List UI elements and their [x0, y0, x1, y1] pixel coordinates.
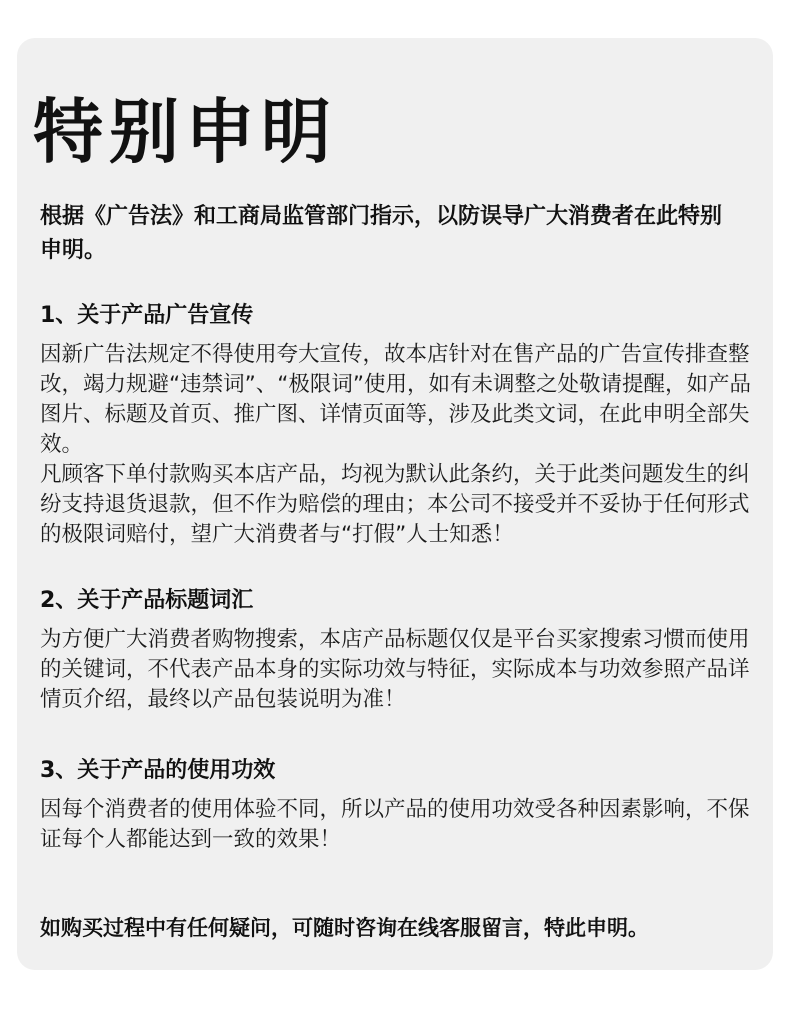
section-paragraph-advertising-disputes: 凡顾客下单付款购买本店产品，均视为默认此条约，关于此类问题发生的纠纷支持退货退款，但不作为赔偿的理由；本公司不接受并不妥协于任何形式的极限词赔付，望广大消费者与“打假”人士知悉！	[40, 462, 750, 547]
closing-statement: 如购买过程中有任何疑问，可随时咨询在线客服留言，特此申明。	[40, 916, 649, 940]
section-paragraph-efficacy: 因每个消费者的使用体验不同，所以产品的使用功效受各种因素影响，不保证每个人都能达到一致的效果！	[40, 797, 750, 852]
section-paragraph-advertising-rectification: 因新广告法规定不得使用夸大宣传，故本店针对在售产品的广告宣传排查整改，竭力规避“违禁词”、“极限词”使用，如有未调整之处敬请提醒，如产品图片、标题及首页、推广图、详情页面等，涉及此类文词，在此申明全部失效。	[40, 342, 752, 457]
intro-text: 根据《广告法》和工商局监管部门指示，以防误导广大消费者在此特别申明。	[40, 204, 723, 263]
section-heading-title-keywords: 2、关于产品标题词汇	[40, 588, 254, 613]
section-heading-efficacy: 3、关于产品的使用功效	[40, 758, 276, 783]
page-title: 特别申明	[33, 91, 337, 173]
section-paragraph-title-keywords: 为方便广大消费者购物搜索，本店产品标题仅仅是平台买家搜索习惯而使用的关键词，不代表产品本身的实际功效与特征，实际成本与功效参照产品详情页介绍，最终以产品包装说明为准！	[40, 627, 750, 712]
section-heading-advertising: 1、关于产品广告宣传	[40, 303, 254, 328]
